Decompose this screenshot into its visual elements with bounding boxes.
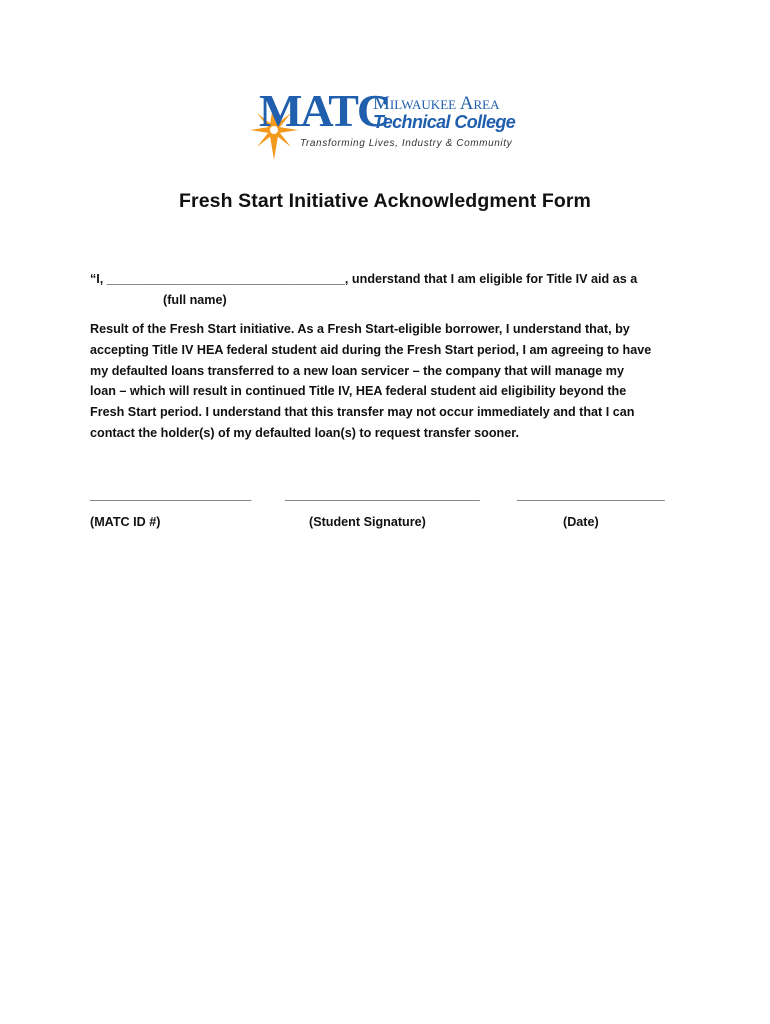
paragraph-line: Fresh Start period. I understand that this transfer may not occur immediately and that I can [90, 405, 635, 420]
paragraph-line: loan – which will result in continued Title IV, HEA federal student aid eligibility beyond the [90, 384, 627, 399]
paragraph-line: accepting Title IV HEA federal student aid during the Fresh Start period, I am agreeing to have [90, 342, 652, 357]
date-blank[interactable]: ______________________ [517, 488, 665, 502]
acknowledgment-paragraph [90, 319, 690, 444]
logo-acronym: MATC [259, 86, 389, 136]
matc-id-label: (MATC ID #) [90, 515, 161, 529]
logo-name-line2: Technical College [373, 112, 516, 132]
date-label: (Date) [563, 515, 599, 529]
matc-logo-graphic [250, 86, 525, 164]
paragraph-line: contact the holder(s) of my defaulted loan(s) to request transfer sooner. [90, 425, 519, 440]
form-title: Fresh Start Initiative Acknowledgment Form [179, 190, 591, 212]
matc-id-blank[interactable]: ________________________ [90, 488, 251, 502]
matc-logo [250, 86, 525, 164]
student-signature-blank[interactable]: _____________________________ [285, 488, 480, 502]
full-name-statement: “I, __________________________________, understand that I am eligible for Title IV aid as a [90, 272, 638, 286]
logo-tagline: Transforming Lives, Industry & Community [300, 138, 513, 149]
student-signature-label: (Student Signature) [309, 515, 426, 529]
paragraph-line: Result of the Fresh Start initiative. As a Fresh Start-eligible borrower, I understand that, by [90, 322, 630, 336]
paragraph-line: my defaulted loans transferred to a new loan servicer – the company that will manage my [90, 363, 624, 378]
full-name-caption: (full name) [163, 293, 227, 307]
logo-name-line1: Milwaukee Area [373, 93, 500, 114]
